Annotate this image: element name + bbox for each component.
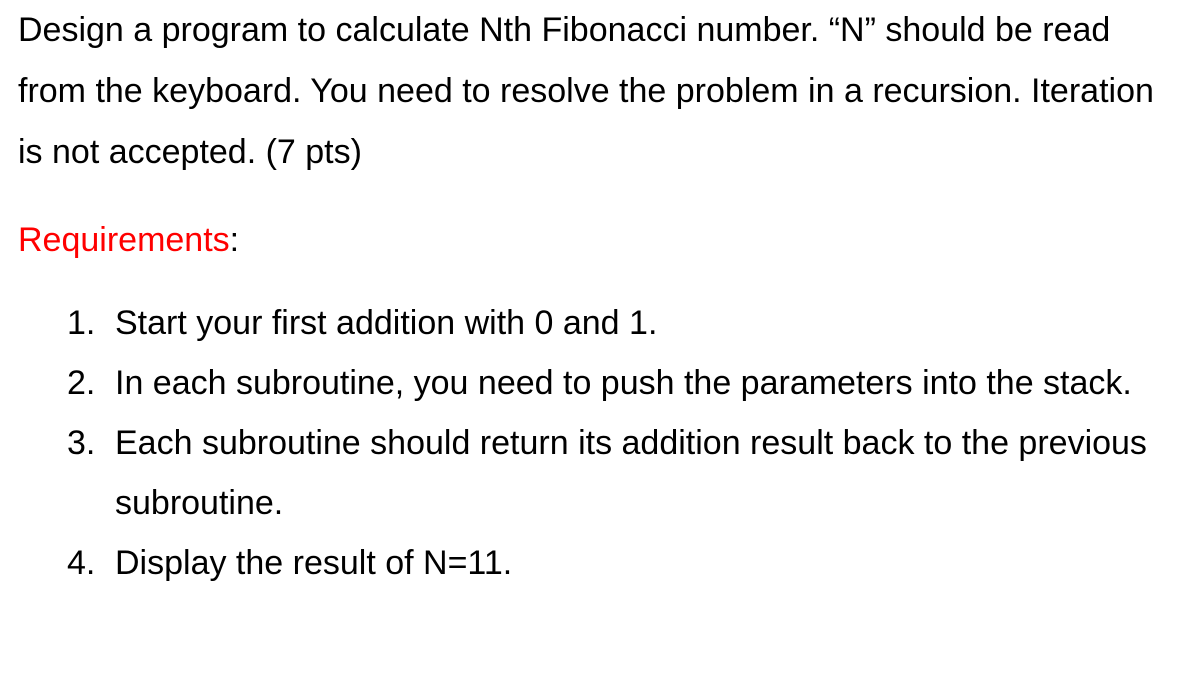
requirement-number: 1. [67, 304, 96, 342]
requirement-text: Each subroutine should return its addition result back to the previous subroutine. [115, 424, 1147, 522]
requirement-number: 3. [67, 424, 96, 462]
document-body [18, 0, 1178, 593]
requirements-list [18, 293, 1178, 593]
requirement-text: In each subroutine, you need to push the parameters into the stack. [115, 364, 1132, 402]
requirement-item-2 [18, 353, 1178, 413]
requirement-item-4 [18, 533, 1178, 593]
requirement-item-3 [18, 413, 1178, 533]
requirement-item-1 [18, 293, 1178, 353]
requirement-number: 4. [67, 544, 96, 582]
requirement-text: Display the result of N=11. [115, 544, 513, 582]
requirements-heading-label: Requirements [18, 221, 230, 259]
requirements-heading-colon: : [229, 221, 240, 259]
requirement-number: 2. [67, 364, 96, 402]
requirement-text: Start your first addition with 0 and 1. [115, 304, 658, 342]
requirements-heading [18, 210, 1178, 271]
question-text: Design a program to calculate Nth Fibonacci number. “N” should be read from the keyboard. You need to resolve the problem in a recursion. Iteration is not accepted. (7 pts) [18, 11, 1154, 171]
